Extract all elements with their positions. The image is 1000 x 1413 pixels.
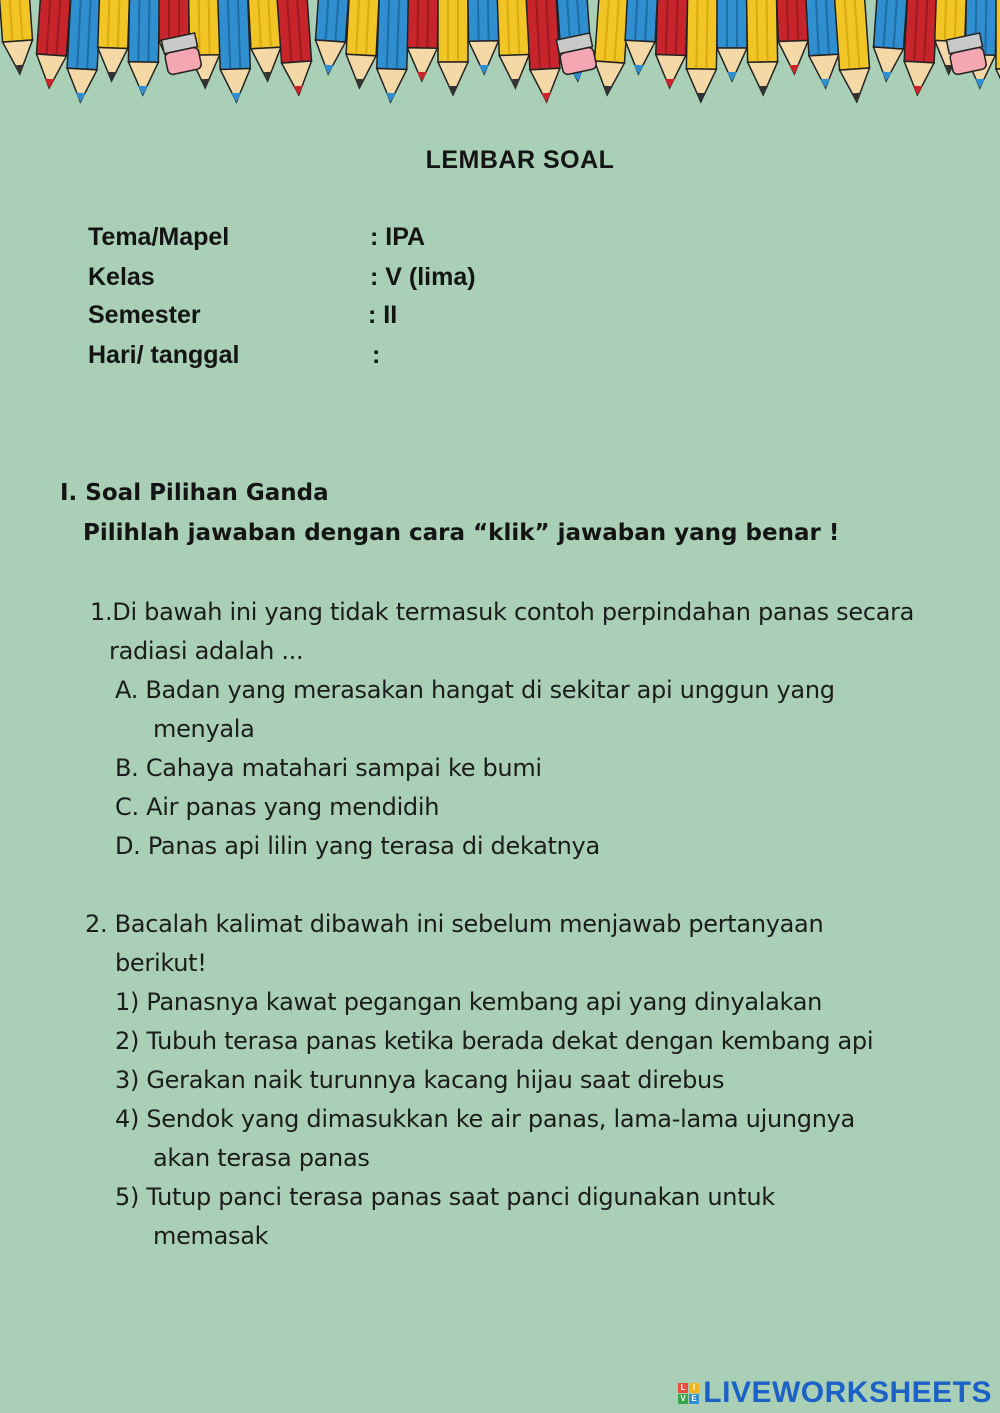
q2-item-2: 2) Tubuh terasa panas ketika berada dekat dengan kembang api: [115, 1027, 874, 1055]
pencil-eraser: [946, 33, 987, 75]
logo-text: LIVEWORKSHEETS: [703, 1376, 992, 1409]
q1-option-d[interactable]: D. Panas api lilin yang terasa di dekatnya: [115, 832, 600, 860]
info-value-semester: : II: [368, 301, 398, 329]
pencil: [97, 0, 130, 82]
pencil: [996, 0, 1000, 102]
pencil: [218, 0, 252, 103]
q2-item-4: 4) Sendok yang dimasukkan ke air panas, lama-lama ujungnya: [115, 1105, 855, 1133]
pencil: [0, 0, 35, 75]
pencil: [686, 0, 718, 102]
q2-item-4-cont: akan terasa panas: [153, 1144, 370, 1172]
q2-line-1: 2. Bacalah kalimat dibawah ini sebelum menjawab pertanyaan: [85, 910, 824, 938]
q2-item-1: 1) Panasnya kawat pegangan kembang api yang dinyalakan: [115, 988, 823, 1016]
q1-line-1: 1.Di bawah ini yang tidak termasuk contoh perpindahan panas secara: [90, 598, 915, 626]
pencil: [344, 0, 379, 89]
live-badge-icon: [678, 1383, 699, 1404]
q1-option-c[interactable]: C. Air panas yang mendidih: [115, 793, 440, 821]
info-label-semester: Semester: [88, 301, 201, 329]
pencil-border-decoration: [0, 0, 1000, 110]
badge-letter: V: [678, 1394, 688, 1404]
pencil: [902, 0, 937, 96]
q2-line-2: berikut!: [115, 949, 207, 977]
pencil: [277, 0, 314, 96]
pencil: [871, 0, 907, 82]
info-label-tema: Tema/Mapel: [88, 223, 230, 251]
q1-option-b[interactable]: B. Cahaya matahari sampai ke bumi: [115, 754, 542, 782]
pencil: [313, 0, 348, 75]
pencil: [746, 0, 778, 95]
pencil: [65, 0, 101, 103]
info-label-kelas: Kelas: [88, 263, 155, 291]
info-value-kelas: : V (lima): [370, 263, 476, 291]
q2-item-5-cont: memasak: [153, 1222, 269, 1250]
pencil: [376, 0, 410, 103]
pencil: [655, 0, 688, 89]
section-heading: I. Soal Pilihan Ganda: [60, 480, 329, 506]
liveworksheets-logo[interactable]: [678, 1376, 992, 1410]
q1-option-a-cont[interactable]: menyala: [153, 715, 255, 743]
section-instruction: Pilihlah jawaban dengan cara “klik” jawaban yang benar !: [83, 520, 840, 546]
q1-option-a[interactable]: A. Badan yang merasakan hangat di sekitar api unggun yang: [115, 676, 835, 704]
pencil: [34, 0, 70, 89]
pencil: [128, 0, 160, 95]
info-value-tanggal: :: [372, 341, 381, 369]
pencil: [623, 0, 657, 75]
badge-letter: E: [689, 1394, 699, 1404]
pencil: [407, 0, 438, 81]
pencil: [438, 0, 468, 95]
pencil: [526, 0, 562, 103]
page-title: LEMBAR SOAL: [425, 146, 615, 174]
q2-item-3: 3) Gerakan naik turunnya kacang hijau saat direbus: [115, 1066, 725, 1094]
pencil-eraser: [161, 33, 202, 75]
q1-line-2: radiasi adalah ...: [109, 637, 304, 665]
pencil: [717, 0, 747, 81]
info-label-tanggal: Hari/ tanggal: [88, 341, 240, 369]
pencil-eraser: [556, 33, 597, 75]
badge-letter: L: [678, 1383, 688, 1393]
pencil: [777, 0, 810, 75]
pencil: [468, 0, 499, 74]
badge-letter: I: [689, 1383, 699, 1393]
pencil: [834, 0, 871, 103]
pencil: [497, 0, 530, 89]
info-value-tema: : IPA: [370, 223, 426, 251]
q2-item-5: 5) Tutup panci terasa panas saat panci digunakan untuk: [115, 1183, 775, 1211]
pencil: [592, 0, 629, 96]
